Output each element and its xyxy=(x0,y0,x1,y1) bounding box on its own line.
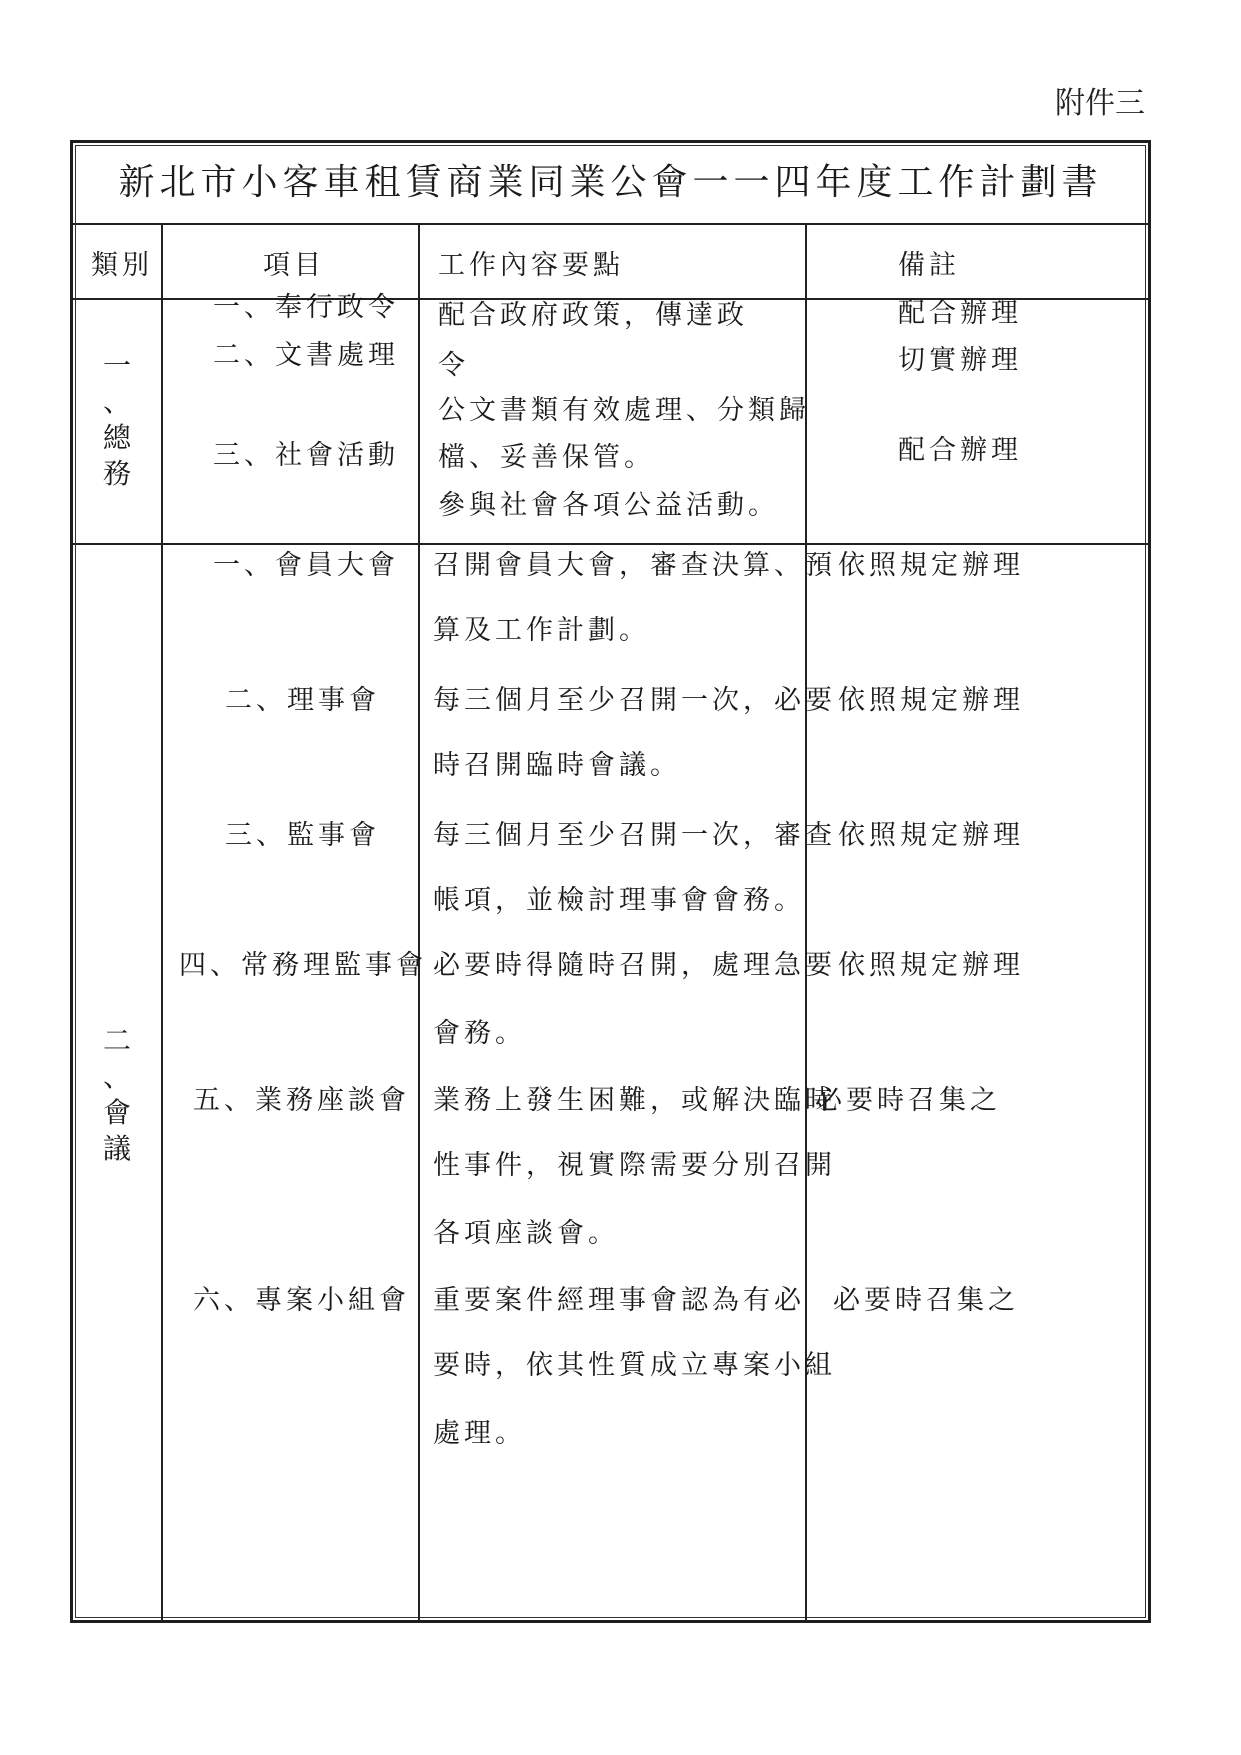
content-line: 必要時得隨時召開，處理急要 xyxy=(433,950,836,981)
content-line: 算及工作計劃。 xyxy=(433,615,650,646)
content-line: 時召開臨時會議。 xyxy=(433,750,681,781)
item-1-2: 二、文書處理 xyxy=(213,340,399,371)
attachment-label: 附件三 xyxy=(1055,86,1145,121)
header-category: 類別 xyxy=(91,250,153,281)
note-2-2: 依照規定辦理 xyxy=(838,685,1024,716)
item-1-1: 一、奉行政令 xyxy=(213,292,399,323)
note-2-3: 依照規定辦理 xyxy=(838,820,1024,851)
content-line: 要時，依其性質成立專案小組 xyxy=(433,1350,836,1381)
content-line: 參與社會各項公益活動。 xyxy=(438,490,779,521)
column-divider xyxy=(161,225,163,1620)
note-2-1: 依照規定辦理 xyxy=(838,550,1024,581)
header-content: 工作內容要點 xyxy=(438,250,624,281)
column-divider xyxy=(418,225,420,1620)
content-line: 配合政府政策，傳達政 xyxy=(438,300,748,331)
category-meetings: 二 、 會 議 xyxy=(102,1024,131,1165)
content-line: 每三個月至少召開一次，審查 xyxy=(433,820,836,851)
item-2-6: 六、專案小組會 xyxy=(193,1285,410,1316)
item-2-2: 二、理事會 xyxy=(225,685,380,716)
content-line: 令 xyxy=(438,350,469,381)
content-line: 帳項，並檢討理事會會務。 xyxy=(433,885,805,916)
work-plan-table xyxy=(70,140,1151,1623)
content-line: 業務上發生困難，或解決臨時 xyxy=(433,1085,836,1116)
note-1-1: 配合辦理 xyxy=(898,298,1022,329)
content-line: 性事件，視實際需要分別召開 xyxy=(433,1150,836,1181)
note-2-4: 依照規定辦理 xyxy=(838,950,1024,981)
content-line: 公文書類有效處理、分類歸 xyxy=(438,395,810,426)
note-2-5: 必要時召集之 xyxy=(815,1085,1001,1116)
content-line: 每三個月至少召開一次，必要 xyxy=(433,685,836,716)
header-item: 項目 xyxy=(263,250,325,281)
note-1-3: 配合辦理 xyxy=(898,435,1022,466)
title-row xyxy=(73,143,1148,225)
header-note: 備註 xyxy=(898,250,960,281)
content-line: 各項座談會。 xyxy=(433,1218,619,1249)
note-2-6: 必要時召集之 xyxy=(833,1285,1019,1316)
content-line: 重要案件經理事會認為有必 xyxy=(433,1285,805,1316)
content-line: 處理。 xyxy=(433,1418,526,1449)
item-2-3: 三、監事會 xyxy=(225,820,380,851)
content-line: 會務。 xyxy=(433,1018,526,1049)
document-title: 新北市小客車租賃商業同業公會一一四年度工作計劃書 xyxy=(118,162,1103,203)
item-1-3: 三、社會活動 xyxy=(213,440,399,471)
item-2-5: 五、業務座談會 xyxy=(193,1085,410,1116)
category-general-affairs: 一 、 總 務 xyxy=(102,349,131,490)
item-2-1: 一、會員大會 xyxy=(213,550,399,581)
item-2-4: 四、常務理監事會 xyxy=(179,950,427,981)
column-divider xyxy=(805,225,807,1620)
note-1-2: 切實辦理 xyxy=(898,345,1022,376)
content-line: 召開會員大會，審查決算、預 xyxy=(433,550,836,581)
content-line: 檔、妥善保管。 xyxy=(438,442,655,473)
